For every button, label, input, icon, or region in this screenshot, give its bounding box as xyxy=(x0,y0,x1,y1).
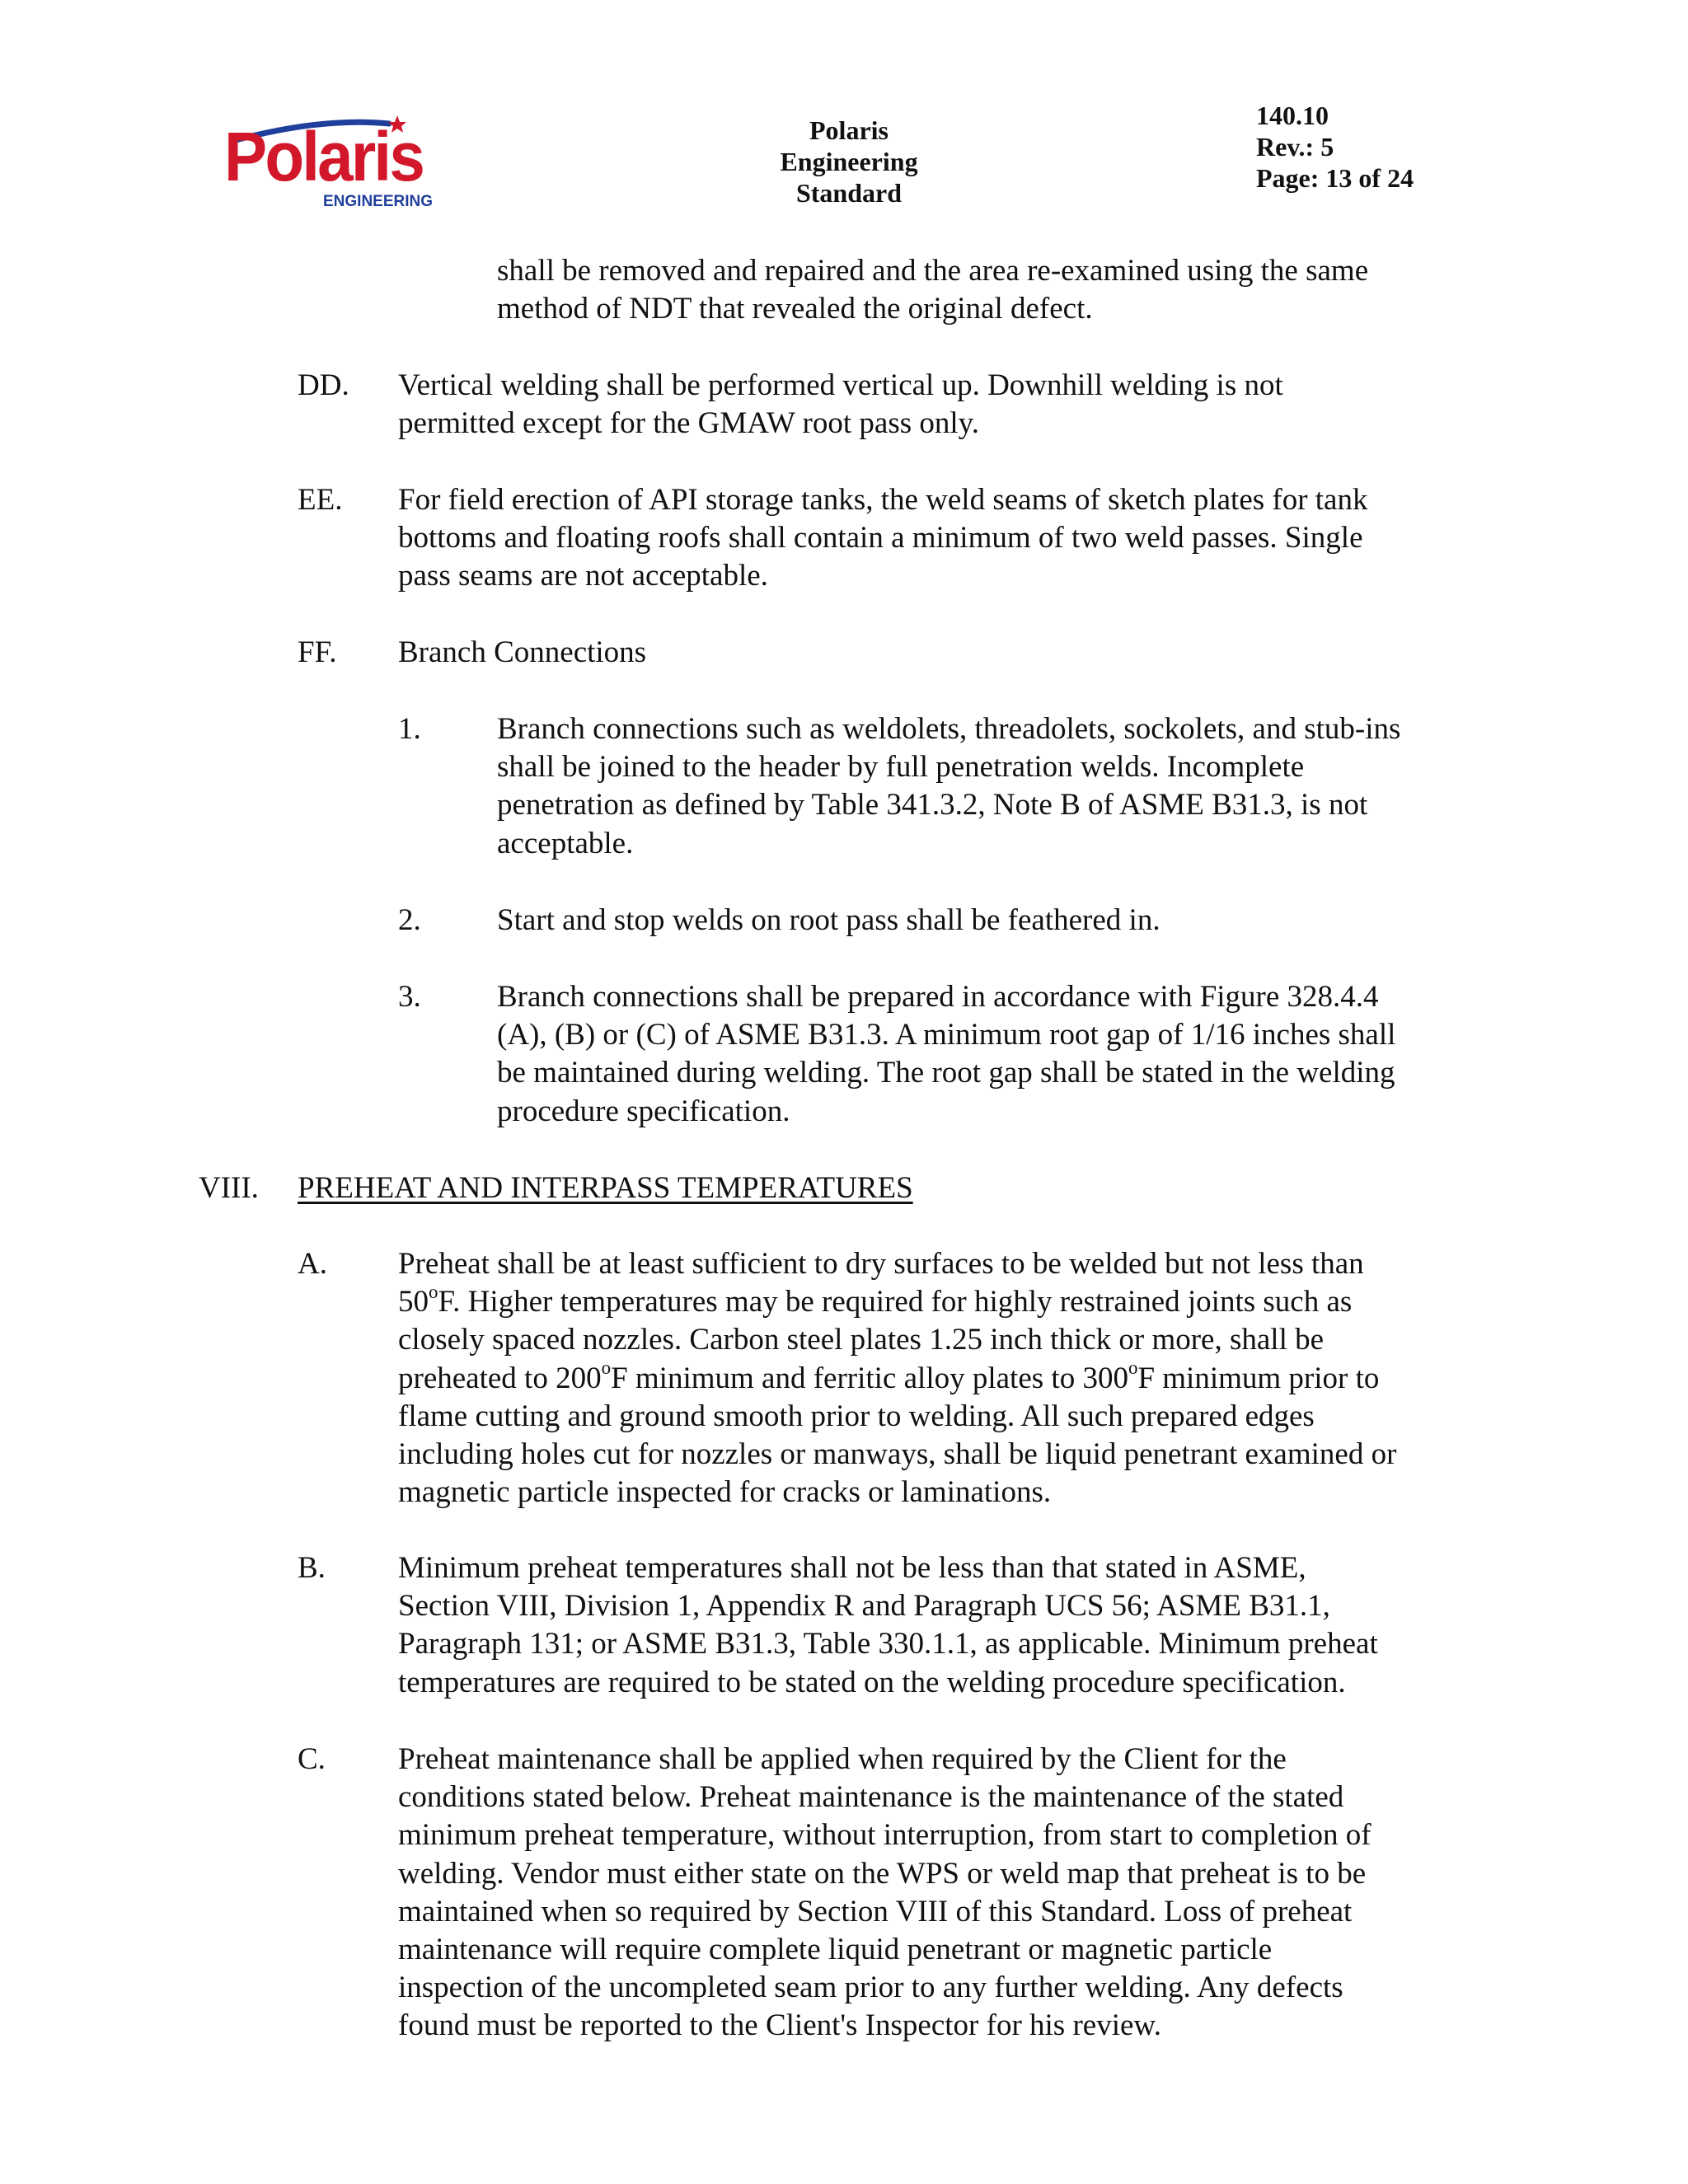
degree-symbol: o xyxy=(601,1357,612,1379)
text-line: Vertical welding shall be performed vertical up. Downhill welding is not xyxy=(398,368,1283,402)
text-line: Branch connections such as weldolets, threadolets, sockolets, and stub-ins xyxy=(497,712,1401,746)
polaris-logo xyxy=(224,114,438,211)
text-segment: F. Higher temperatures may be required for highly restrained joints such as xyxy=(438,1285,1353,1319)
text-line: flame cutting and ground smooth prior to welding. All such prepared edges xyxy=(398,1399,1315,1433)
text-line: Minimum preheat temperatures shall not be less than that stated in ASME, xyxy=(398,1551,1306,1585)
text-segment: F minimum and ferritic alloy plates to 300 xyxy=(611,1361,1128,1395)
header-doc-info xyxy=(1256,100,1414,194)
logo-wordmark: Polaris xyxy=(224,118,424,195)
subitem-2-paragraph xyxy=(497,902,1490,940)
continuation-paragraph xyxy=(497,252,1490,328)
header-title-line: Engineering xyxy=(780,147,918,176)
text-line: inspection of the uncompleted seam prior to any further welding. Any defects xyxy=(398,1971,1343,2005)
degree-symbol: o xyxy=(1128,1357,1138,1379)
text-line: including holes cut for nozzles or manways, shall be liquid penetrant examined or xyxy=(398,1437,1397,1472)
item-b-paragraph xyxy=(398,1549,1490,1702)
text-line: method of NDT that revealed the original defect. xyxy=(497,292,1093,326)
text-line: minimum preheat temperature, without interruption, from start to completion of xyxy=(398,1818,1372,1853)
text-segment: preheated to 200 xyxy=(398,1361,602,1395)
text-line: shall be removed and repaired and the area re-examined using the same xyxy=(497,254,1369,288)
text-line: be maintained during welding. The root gap shall be stated in the welding xyxy=(497,1056,1395,1090)
subitem-3-paragraph xyxy=(497,978,1490,1131)
logo-subtext: ENGINEERING xyxy=(323,193,434,210)
text-line: maintained when so required by Section VIII of this Standard. Loss of preheat xyxy=(398,1894,1353,1929)
text-line: For field erection of API storage tanks, the weld seams of sketch plates for tank xyxy=(398,483,1368,517)
text-line: shall be joined to the header by full penetration welds. Incomplete xyxy=(497,750,1305,785)
text-line: penetration as defined by Table 341.3.2, Note B of ASME B31.3, is not xyxy=(497,788,1368,823)
text-line: Preheat maintenance shall be applied when required by the Client for the xyxy=(398,1742,1287,1776)
item-a-paragraph xyxy=(398,1245,1490,1511)
text-line: closely spaced nozzles. Carbon steel plates 1.25 inch thick or more, shall be xyxy=(398,1323,1325,1357)
section-number: VIII. xyxy=(199,1171,259,1205)
doc-number: 140.10 xyxy=(1256,101,1329,130)
header-title-line: Standard xyxy=(795,178,903,208)
section-heading: PREHEAT AND INTERPASS TEMPERATURES xyxy=(298,1171,913,1205)
text-line: maintenance will require complete liquid penetrant or magnetic particle xyxy=(398,1933,1273,1967)
item-label-c: C. xyxy=(298,1742,326,1776)
item-label-dd: DD. xyxy=(298,368,349,402)
text-line: bottoms and floating roofs shall contain a minimum of two weld passes. Single xyxy=(398,521,1363,555)
subitem-label-3: 3. xyxy=(398,980,421,1014)
text-segment: 50 xyxy=(398,1285,429,1319)
item-label-ff: FF. xyxy=(298,635,337,669)
text-line: Paragraph 131; or ASME B31.3, Table 330.1.1, as applicable. Minimum preheat xyxy=(398,1627,1378,1661)
item-c-paragraph xyxy=(398,1741,1490,2046)
item-ee-paragraph xyxy=(398,481,1490,596)
item-label-ee: EE. xyxy=(298,483,343,517)
item-ff-title: Branch Connections xyxy=(398,635,647,669)
text-line: (A), (B) or (C) of ASME B31.3. A minimum root gap of 1/16 inches shall xyxy=(497,1018,1396,1052)
item-label-a: A. xyxy=(298,1247,327,1281)
text-line: magnetic particle inspected for cracks or laminations. xyxy=(398,1475,1052,1510)
text-line xyxy=(398,1357,1490,1398)
text-line: conditions stated below. Preheat maintenance is the maintenance of the stated xyxy=(398,1780,1344,1815)
text-line: found must be reported to the Client's Inspector for his review. xyxy=(398,2008,1161,2043)
header-title xyxy=(725,115,973,209)
text-line: Preheat shall be at least sufficient to dry surfaces to be welded but not less than xyxy=(398,1247,1364,1281)
text-segment: F minimum prior to xyxy=(1137,1361,1380,1395)
item-dd-paragraph xyxy=(398,367,1490,443)
header-title-line: Polaris xyxy=(809,115,889,145)
text-line xyxy=(398,1283,1490,1321)
text-line: welding. Vendor must either state on the WPS or weld map that preheat is to be xyxy=(398,1856,1367,1891)
item-label-b: B. xyxy=(298,1551,326,1585)
text-line: procedure specification. xyxy=(497,1094,790,1128)
page-number: Page: 13 of 24 xyxy=(1256,163,1414,193)
subitem-1-paragraph xyxy=(497,710,1490,863)
subitem-label-1: 1. xyxy=(398,712,421,746)
subitem-label-2: 2. xyxy=(398,903,421,937)
text-line: acceptable. xyxy=(497,826,634,860)
text-line: Start and stop welds on root pass shall be feathered in. xyxy=(497,903,1160,937)
text-line: Branch connections shall be prepared in accordance with Figure 328.4.4 xyxy=(497,980,1379,1014)
text-line: temperatures are required to be stated on the welding procedure specification. xyxy=(398,1665,1346,1699)
text-line: Section VIII, Division 1, Appendix R and Paragraph UCS 56; ASME B31.1, xyxy=(398,1589,1330,1624)
revision: Rev.: 5 xyxy=(1256,132,1334,162)
text-line: permitted except for the GMAW root pass only. xyxy=(398,406,980,441)
text-line: pass seams are not acceptable. xyxy=(398,559,768,593)
degree-symbol: o xyxy=(429,1281,438,1302)
